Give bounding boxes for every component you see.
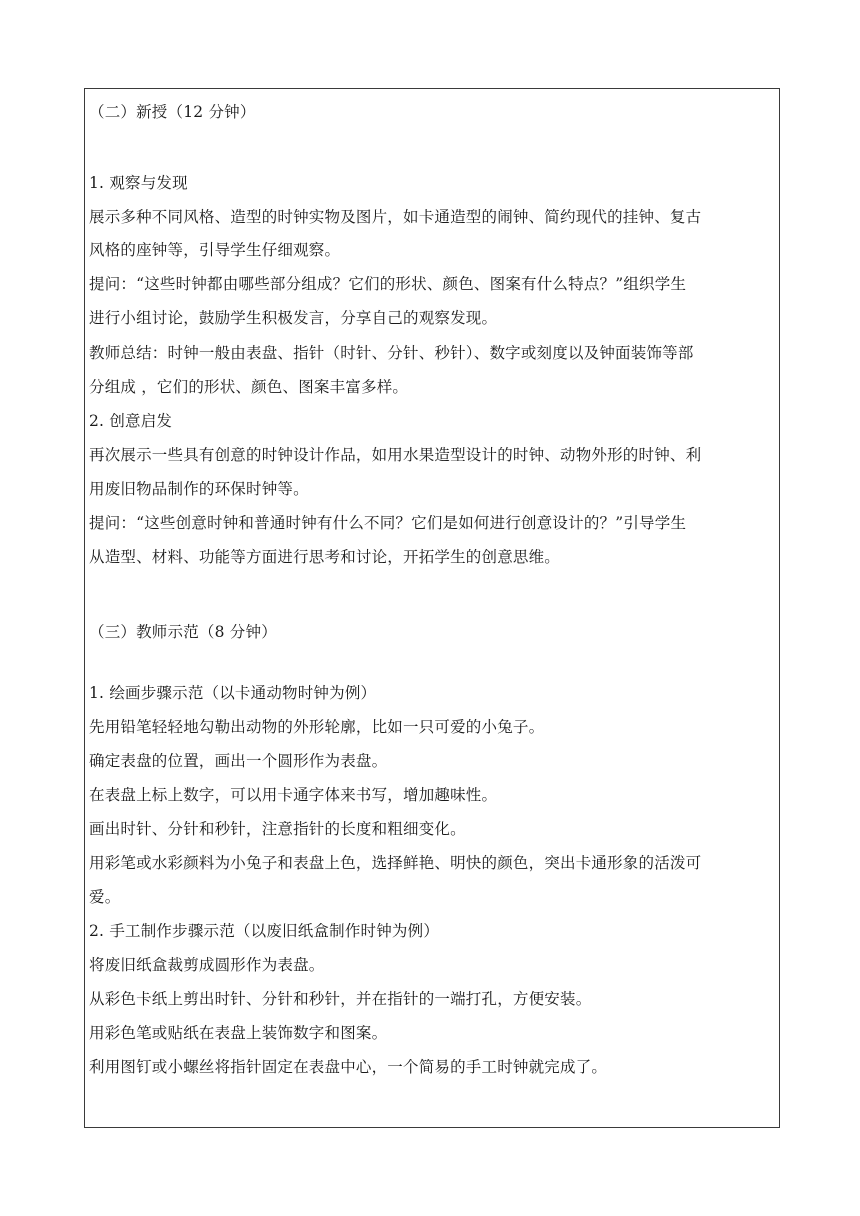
text-line: 提问：“这些创意时钟和普通时钟有什么不同？它们是如何进行创意设计的？”引导学生: [89, 514, 687, 532]
text-line: 用彩笔或水彩颜料为小兔子和表盘上色，选择鲜艳、明快的颜色，突出卡通形象的活泼可: [89, 854, 702, 872]
text-line: 再次展示一些具有创意的时钟设计作品，如用水果造型设计的时钟、动物外形的时钟、利: [89, 446, 702, 464]
text-line: 从造型、材料、功能等方面进行思考和讨论，开拓学生的创意思维。: [89, 548, 561, 566]
text-line: 画出时针、分针和秒针，注意指针的长度和粗细变化。: [89, 820, 466, 838]
text-line: 提问：“这些时钟都由哪些部分组成？它们的形状、颜色、图案有什么特点？”组织学生: [89, 275, 687, 293]
section-heading-demo: （三）教师示范（8 分钟）: [89, 623, 277, 641]
text-line: 展示多种不同风格、造型的时钟实物及图片，如卡通造型的闹钟、简约现代的挂钟、复古: [89, 208, 702, 226]
text-line: 用彩色笔或贴纸在表盘上装饰数字和图案。: [89, 1024, 388, 1042]
text-line: 在表盘上标上数字，可以用卡通字体来书写，增加趣味性。: [89, 786, 498, 804]
text-line: 从彩色卡纸上剪出时针、分针和秒针，并在指针的一端打孔，方便安装。: [89, 990, 592, 1008]
text-line: 先用铅笔轻轻地勾勒出动物的外形轮廓，比如一只可爱的小兔子。: [89, 718, 545, 736]
text-line: 进行小组讨论，鼓励学生积极发言，分享自己的观察发现。: [89, 309, 498, 327]
text-line: 教师总结：时钟一般由表盘、指针（时针、分针、秒针）、数字或刻度以及钟面装饰等部: [89, 344, 694, 362]
subheading-inspiration: 2. 创意启发: [89, 412, 173, 430]
text-line: 确定表盘的位置，画出一个圆形作为表盘。: [89, 752, 388, 770]
text-line: 将废旧纸盒裁剪成圆形作为表盘。: [89, 956, 325, 974]
text-line: 用废旧物品制作的环保时钟等。: [89, 480, 309, 498]
section-heading-new-lesson: （二）新授（12 分钟）: [89, 103, 256, 121]
subheading-observe: 1. 观察与发现: [89, 174, 188, 192]
subheading-craft-steps: 2. 手工制作步骤示范（以废旧纸盒制作时钟为例）: [89, 922, 440, 940]
text-line: 分组成 ，它们的形状、颜色、图案丰富多样。: [89, 378, 409, 396]
text-line: 利用图钉或小螺丝将指针固定在表盘中心，一个简易的手工时钟就完成了。: [89, 1058, 608, 1076]
text-line: 风格的座钟等，引导学生仔细观察。: [89, 241, 341, 259]
text-line: 爱。: [89, 888, 121, 906]
subheading-drawing-steps: 1. 绘画步骤示范（以卡通动物时钟为例）: [89, 684, 377, 702]
